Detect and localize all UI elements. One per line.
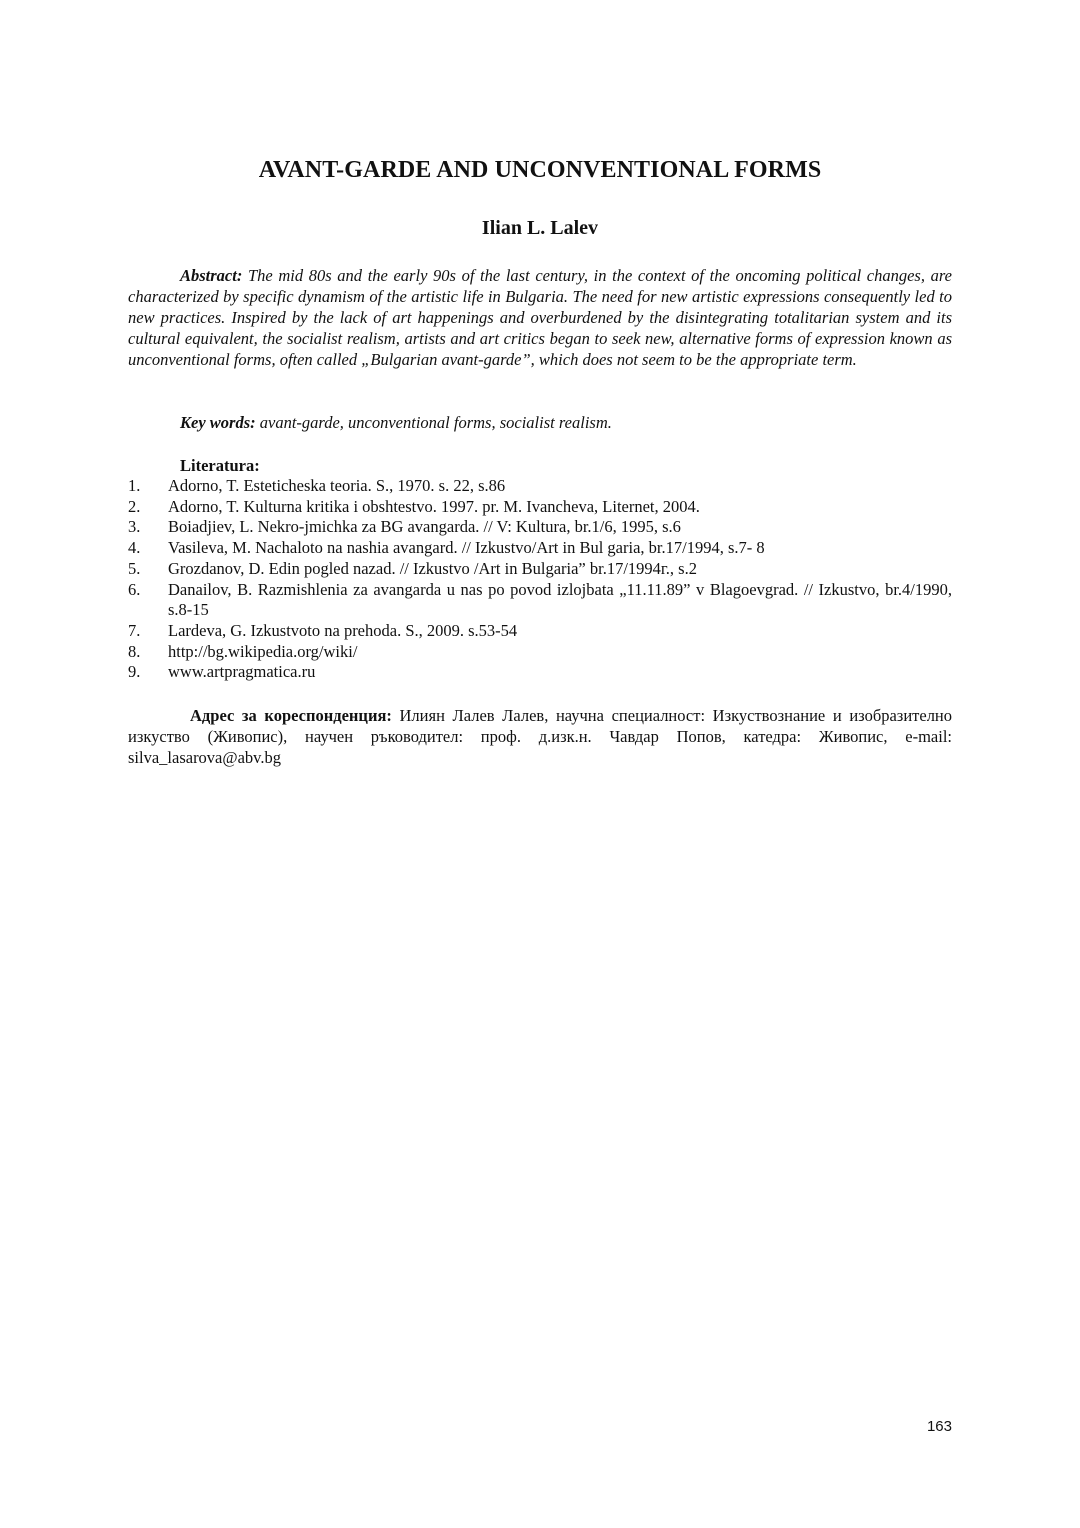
page-number: 163: [926, 1418, 952, 1435]
reference-text: Adorno, T. Esteticheska teoria. S., 1970. s. 22, s.86: [168, 476, 506, 495]
reference-item: [128, 538, 952, 559]
reference-list: [128, 476, 952, 683]
reference-number: 1.: [128, 476, 141, 495]
reference-number: 5.: [128, 558, 141, 578]
reference-number: 2.: [128, 496, 141, 516]
reference-item: [128, 621, 952, 642]
reference-number: 7.: [128, 620, 141, 640]
reference-number: 4.: [128, 538, 141, 558]
reference-number: 9.: [128, 662, 141, 682]
reference-text: Danailov, B. Razmishlenia za avangarda u nas po povod izlojbata „11.11.89” v Blagoevgrad. // Izkustvo, br.4/1990, s.8-15: [168, 579, 952, 620]
reference-item: [128, 476, 952, 497]
reference-link: http://bg.wikipedia.org/wiki/: [168, 641, 358, 661]
keywords-text: avant-garde, unconventional forms, socialist realism.: [259, 413, 612, 432]
keywords-paragraph: [180, 412, 952, 433]
reference-text: Adorno, T. Kulturna kritika i obshtestvo. 1997. pr. M. Ivancheva, Liternet, 2004.: [168, 496, 700, 516]
reference-item: [128, 662, 952, 683]
reference-number: 3.: [128, 517, 141, 537]
address-text: Илиян Лалев Лалев, научна специалност: Изкуствознание и изобразително изкуство (Живопис), научен ръководител: проф. д.изк.н. Чавдар Попов, катедра: Живопис, e-mail: silva_lasarova@abv.bg: [128, 706, 953, 767]
abstract-text: The mid 80s and the early 90s of the last century, in the context of the oncoming political changes, are characterized by specific dynamism of the artistic life in Bulgaria. The need for new artistic expressions consequently led to new practices. Inspired by the lack of art happenings and overburdened by the disintegrating totalitarian system and its cultural equivalent, the socialist realism, artists and art critics began to seek new, alternative forms of expression known as unconventional forms, often called „Bulgarian avant-garde”, which does not seem to be the appropriate term.: [128, 266, 952, 369]
reference-number: 6.: [128, 579, 141, 599]
paper-title: AVANT-GARDE AND UNCONVENTIONAL FORMS: [258, 157, 822, 183]
reference-item: [128, 517, 952, 538]
author-name: Ilian L. Lalev: [481, 217, 599, 239]
abstract-label: Abstract:: [180, 266, 243, 285]
abstract-paragraph: [128, 265, 952, 370]
reference-text: Boiadjiev, L. Nekro-jmichka za BG avangarda. // V: Kultura, br.1/6, 1995, s.6: [168, 517, 681, 537]
reference-item: [128, 580, 952, 621]
address-label: Адрес за кореспонденция:: [190, 706, 392, 725]
reference-number: 8.: [128, 641, 141, 661]
reference-text: Grozdanov, D. Edin pogled nazad. // Izkustvo /Art in Bulgaria” br.17/1994г., s.2: [168, 558, 697, 578]
reference-text: Lardeva, G. Izkustvoto na prehoda. S., 2009. s.53-54: [168, 620, 518, 640]
reference-item: [128, 642, 952, 663]
reference-item: [128, 497, 952, 518]
correspondence-address: [128, 705, 952, 768]
reference-item: [128, 559, 952, 580]
reference-link: www.artpragmatica.ru: [168, 662, 316, 682]
reference-text: Vasileva, M. Nachaloto na nashia avangard. // Izkustvo/Art in Bul garia, br.17/1994, s.7- 8: [168, 538, 765, 558]
keywords-label: Key words:: [180, 413, 256, 432]
literature-heading: Literatura:: [180, 456, 260, 475]
